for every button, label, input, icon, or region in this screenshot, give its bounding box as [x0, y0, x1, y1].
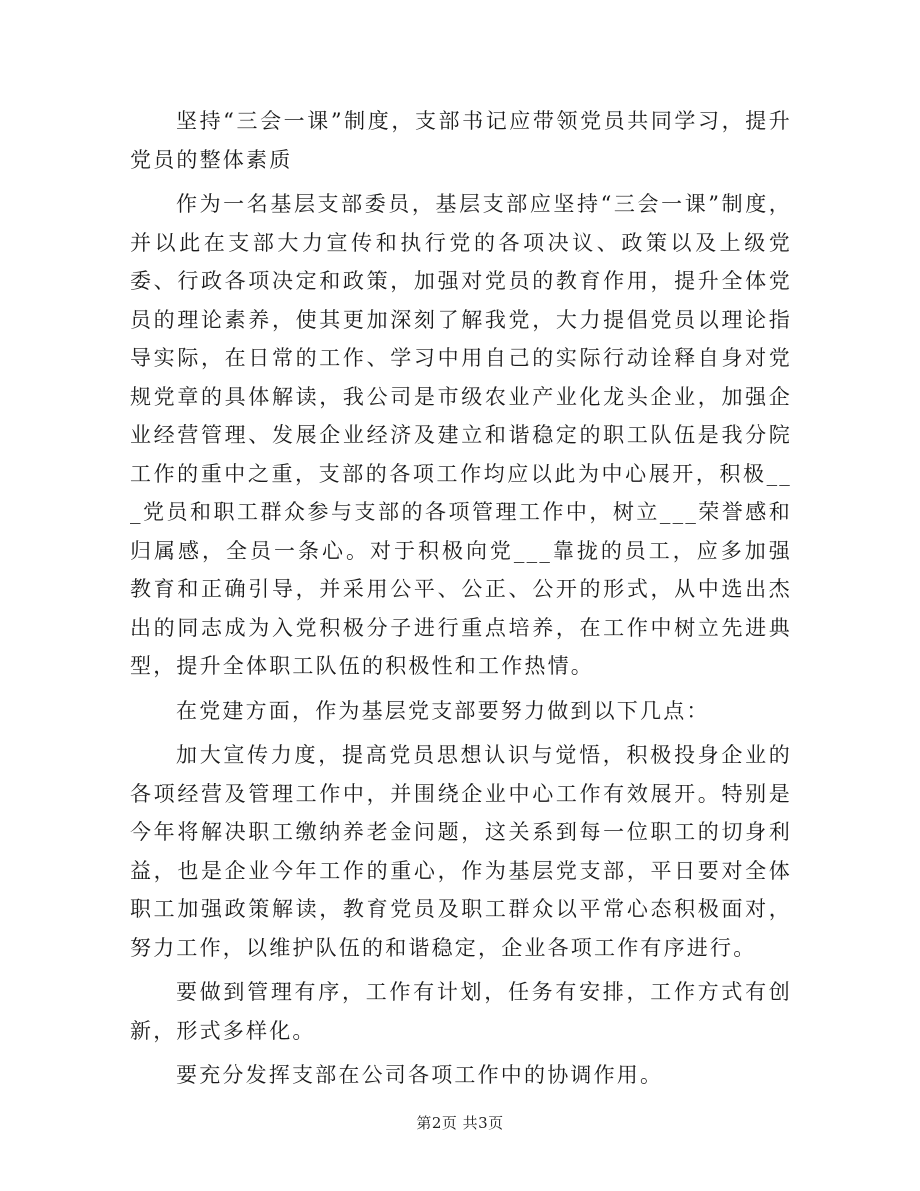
paragraph: 要做到管理有序，工作有计划，任务有安排，工作方式有创新，形式多样化。: [130, 980, 792, 1043]
paragraph: 要充分发挥支部在公司各项工作中的协调作用。: [176, 1063, 664, 1087]
paragraph: 作为一名基层支部委员，基层支部应坚持“三会一课”制度，并以此在支部大力宣传和执行党的各项决议、政策以及上级党委、行政各项决定和政策，加强对党员的教育作用，提升全体党员的理论素养，使其更加深刻了解我党，大力提倡党员以理论指导实际，在日常的工作、学习中用自己的实际行动诠释自身对党规党章的具体解读，我公司是市级农业产业化龙头企业，加强企业经营管理、发展企业经济及建立和谐稳定的职工队伍是我分院工作的重中之重，支部的各项工作均应以此为中心展开，积极___党员和职工群众参与支部的各项管理工作中，树立___荣誉感和归属感，全员一条心。对于积极向党___靠拢的员工，应多加强教育和正确引导，并采用公平、公正、公开的形式，从中选出杰出的同志成为入党积极分子进行重点培养，在工作中树立先进典型，提升全体职工队伍的积极性和工作热情。: [130, 192, 792, 678]
document-body: [130, 102, 792, 1101]
page-footer: [0, 1112, 920, 1133]
paragraph-heading: 坚持“三会一课”制度，支部书记应带领党员共同学习，提升党员的整体素质: [130, 109, 792, 172]
paragraph: 在党建方面，作为基层党支部要努力做到以下几点：: [176, 698, 710, 723]
paragraph: 加大宣传力度，提高党员思想认识与觉悟，积极投身企业的各项经营及管理工作中，并围绕企业中心工作有效展开。特别是今年将解决职工缴纳养老金问题，这关系到每一位职工的切身利益，也是企业今年工作的重心，作为基层党支部，平日要对全体职工加强政策解读，教育党员及职工群众以平常心态积极面对，努力工作，以维护队伍的和谐稳定，企业各项工作有序进行。: [130, 743, 792, 960]
page-number: 第2页 共3页: [416, 1114, 504, 1132]
